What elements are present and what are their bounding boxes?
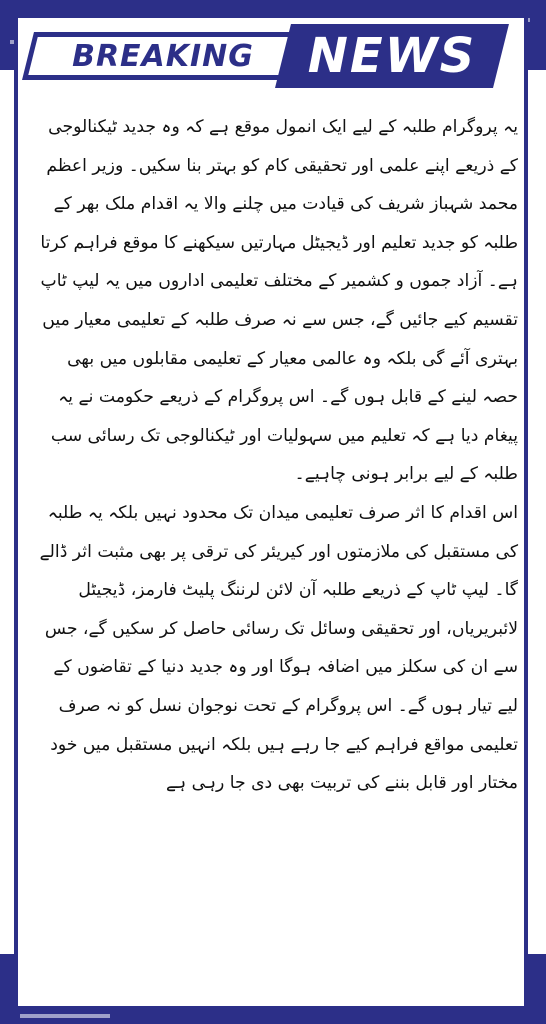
decorative-streak xyxy=(20,1014,110,1018)
news-label: NEWS xyxy=(307,28,477,84)
article-paragraph: یہ پروگرام طلبہ کے لیے ایک انمول موقع ہے کہ وہ جدید ٹیکنالوجی کے ذریعے اپنے علمی اور تحقیقی کام کو بہتر بنا سکیں۔ وزیر اعظم محمد شہباز شریف کی قیادت میں چلنے والا یہ اقدام ملک بھر کے طلبہ کو جدید تعلیم اور ڈیجیٹل مہارتیں سیکھنے کا موقع فراہم کرتا ہے۔ آزاد جموں و کشمیر کے مختلف تعلیمی اداروں میں یہ لیپ ٹاپ تقسیم کیے جائیں گے، جس سے نہ صرف طلبہ کے تعلیمی معیار میں بہتری آئے گی بلکہ وہ عالمی معیار کے تعلیمی مقابلوں میں بھی حصہ لینے کے قابل ہوں گے۔ اس پروگرام کے ذریعے حکومت نے یہ پیغام دیا ہے کہ تعلیم میں سہولیات اور ٹیکنالوجی تک رسائی سب طلبہ کے لیے برابر ہونی چاہیے۔ xyxy=(40,117,518,485)
breaking-label: BREAKING xyxy=(72,38,254,74)
article-paragraph: اس اقدام کا اثر صرف تعلیمی میدان تک محدود نہیں بلکہ یہ طلبہ کی مستقبل کی ملازمتوں اور کیریئر کی ترقی پر بھی مثبت اثر ڈالے گا۔ لیپ ٹاپ کے ذریعے طلبہ آن لائن لرننگ پلیٹ فارمز، ڈیجیٹل لائبریریاں، اور تحقیقی وسائل تک رسائی حاصل کر سکیں گے، جس سے ان کی سکلز میں اضافہ ہوگا اور وہ جدید دنیا کے تقاضوں کے لیے تیار ہوں گے۔ اس پروگرام کے تحت نوجوان نسل کو نہ صرف تعلیمی مواقع فراہم کیے جا رہے ہیں بلکہ انہیں مستقبل میں خود مختار اور قابل بننے کی تربیت بھی دی جا رہی ہے xyxy=(39,502,518,794)
article-body xyxy=(28,108,518,803)
breaking-news-banner xyxy=(28,24,522,88)
